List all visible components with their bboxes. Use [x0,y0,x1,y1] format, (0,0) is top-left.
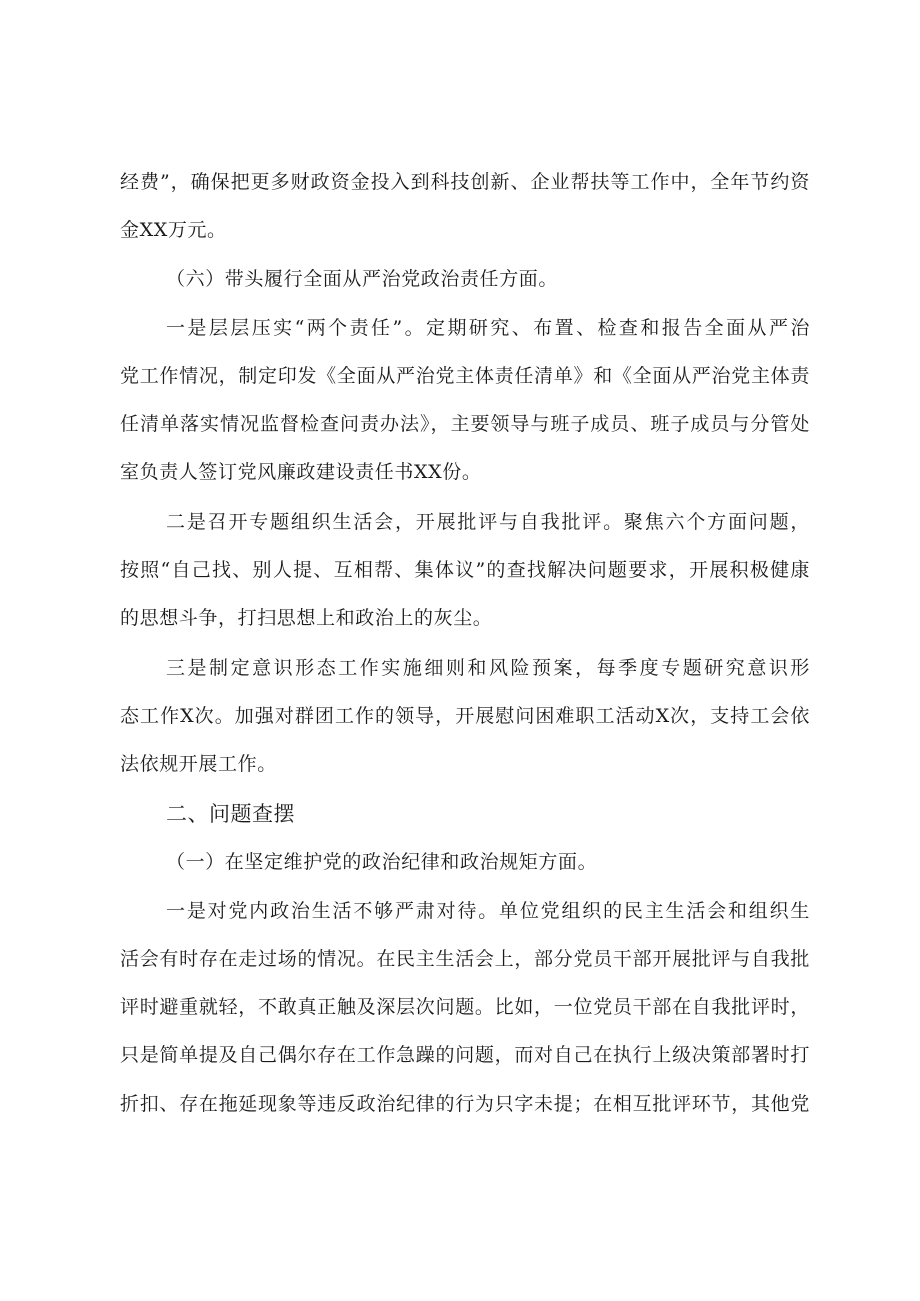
para-4-line-1 [166,899,810,923]
para-3-line-2: 态工作X次。加强对群团工作的领导，开展慰问困难职工活动X次，支持工会依 [120,705,810,727]
continuation-line-2: 金XX万元。 [120,219,227,241]
para-2-line-3: 的思想斗争，打扫思想上和政治上的灰尘。 [120,607,493,629]
para-1-text: 定期研究、布置、检查和报告全面从严治 [426,317,810,339]
para-2-lead: 二是召开专题组织生活会，开展批评与自我批评。 [166,511,624,533]
para-4-line-4: 只是简单提及自己偶尔存在工作急躁的问题，而对自己在执行上级决策部署时打 [120,1044,810,1066]
para-4-line-3: 评时避重就轻，不敢真正触及深层次问题。比如，一位党员干部在自我批评时， [120,996,810,1018]
para-3-line-1: 三是制定意识形态工作实施细则和风险预案，每季度专题研究意识形 [166,657,810,679]
para-4-line-5: 折扣、存在拖延现象等违反政治纪律的行为只字未提；在相互批评环节，其他党 [120,1093,810,1115]
para-1-line-3: 任清单落实情况监督检查问责办法》，主要领导与班子成员、班子成员与分管处 [120,413,810,435]
para-3-line-3: 法依规开展工作。 [120,753,277,775]
para-1-lead: 一是层层压实“两个责任”。 [166,317,427,339]
para-1-line-4: 室负责人签订党风廉政建设责任书XX份。 [120,461,482,483]
continuation-line-1: 经费”，确保把更多财政资金投入到科技创新、企业帮扶等工作中，全年节约资 [120,171,810,193]
para-1-line-2: 党工作情况，制定印发《全面从严治党主体责任清单》和《全面从严治党主体责 [120,365,810,387]
subsection-1-title: （一）在坚定维护党的政治纪律和政治规矩方面。 [166,851,598,873]
section-2-heading: 二、问题查摆 [166,802,295,826]
para-2-line-1 [166,510,810,534]
para-2-text: 聚焦六个方面问题， [623,511,810,533]
para-4-line-2: 活会有时存在走过场的情况。在民主生活会上，部分党员干部开展批评与自我批 [120,948,810,970]
section-6-title: （六）带头履行全面从严治党政治责任方面。 [166,268,559,290]
para-2-line-2: 按照“自己找、别人提、互相帮、集体议”的查找解决问题要求，开展积极健康 [120,559,810,581]
para-4-text: 单位党组织的民主生活会和组织生 [499,900,810,922]
para-4-lead: 一是对党内政治生活不够严肃对待。 [166,900,500,922]
para-1-line-1 [166,316,810,340]
